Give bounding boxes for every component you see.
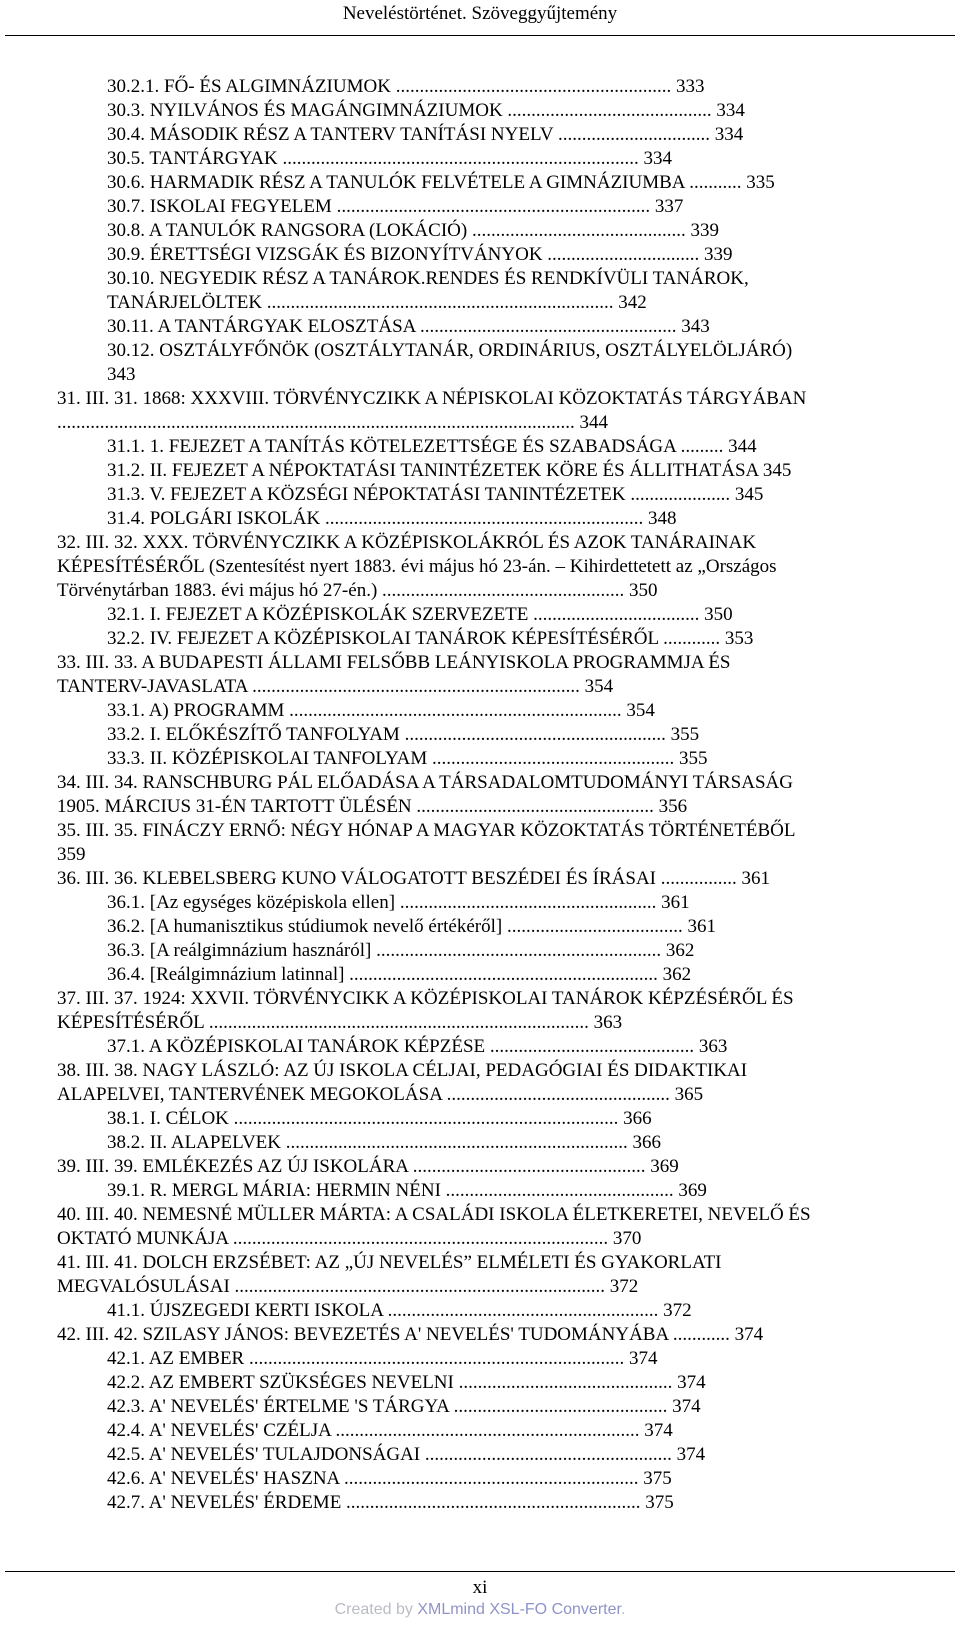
toc-entry[interactable]: MEGVALÓSULÁSAI .............................................................................. 372 bbox=[57, 1276, 639, 1297]
toc-entry[interactable]: 30.5. TANTÁRGYAK ........................................................................... 334 bbox=[107, 148, 672, 169]
toc-entry[interactable]: 42.7. A' NEVELÉS' ÉRDEME .............................................................. 375 bbox=[107, 1492, 674, 1513]
toc-entry[interactable]: 38.2. II. ALAPELVEK ........................................................................ 366 bbox=[107, 1132, 661, 1153]
toc-entry[interactable]: KÉPESÍTÉSÉRŐL (Szentesítést nyert 1883. évi május hó 23-án. – Kihirdettetett az „Országos bbox=[57, 556, 777, 577]
toc-entry[interactable]: 36.2. [A humanisztikus stúdiumok nevelő értékéről] ..................................... 361 bbox=[107, 916, 716, 937]
toc-entry[interactable]: 38. III. 38. NAGY LÁSZLÓ: AZ ÚJ ISKOLA CÉLJAI, PEDAGÓGIAI ÉS DIDAKTIKAI bbox=[57, 1060, 748, 1081]
toc-entry[interactable]: 42. III. 42. SZILASY JÁNOS: BEVEZETÉS A' NEVELÉS' TUDOMÁNYÁBA ............ 374 bbox=[57, 1324, 764, 1345]
toc-entry[interactable]: 30.2.1. FŐ- ÉS ALGIMNÁZIUMOK .......................................................... 333 bbox=[107, 76, 705, 97]
toc-entry[interactable]: KÉPESÍTÉSÉRŐL ................................................................................ 363 bbox=[57, 1012, 623, 1033]
toc-entry[interactable]: 42.3. A' NEVELÉS' ÉRTELME 'S TÁRGYA ............................................. 374 bbox=[107, 1396, 701, 1417]
footer-divider bbox=[5, 1571, 955, 1572]
toc-entry[interactable]: 42.1. AZ EMBER ............................................................................... 374 bbox=[107, 1348, 658, 1369]
toc-entry[interactable]: 42.2. AZ EMBERT SZÜKSÉGES NEVELNI ............................................. 374 bbox=[107, 1372, 706, 1393]
toc-entry[interactable]: 36.3. [A reálgimnázium hasznáról] ............................................................ 362 bbox=[107, 940, 695, 961]
toc-entry[interactable]: 31.1. 1. FEJEZET A TANÍTÁS KÖTELEZETTSÉGE ÉS SZABADSÁGA ......... 344 bbox=[107, 436, 757, 457]
toc-entry[interactable]: 41.1. ÚJSZEGEDI KERTI ISKOLA ......................................................... 372 bbox=[107, 1300, 692, 1321]
toc-entry[interactable]: TANÁRJELÖLTEK ......................................................................... 342 bbox=[107, 292, 647, 313]
header-divider bbox=[5, 35, 955, 36]
toc-entry[interactable]: 36.4. [Reálgimnázium latinnal] ................................................................. 362 bbox=[107, 964, 692, 985]
toc-entry[interactable]: 33. III. 33. A BUDAPESTI ÁLLAMI FELSŐBB LEÁNYISKOLA PROGRAMMJA ÉS bbox=[57, 652, 731, 673]
credit-suffix: . bbox=[620, 1601, 626, 1618]
toc-entry[interactable]: 33.2. I. ELŐKÉSZÍTŐ TANFOLYAM ....................................................... 355 bbox=[107, 724, 700, 745]
toc-entry[interactable]: 42.5. A' NEVELÉS' TULAJDONSÁGAI .................................................... 374 bbox=[107, 1444, 706, 1465]
toc-entry[interactable]: 30.9. ÉRETTSÉGI VIZSGÁK ÉS BIZONYÍTVÁNYOK ................................ 339 bbox=[107, 244, 733, 265]
toc-entry[interactable]: 36.1. [Az egységes középiskola ellen] ...................................................... 361 bbox=[107, 892, 690, 913]
toc-entry[interactable]: 33.3. II. KÖZÉPISKOLAI TANFOLYAM ................................................... 355 bbox=[107, 748, 708, 769]
page-number: xi bbox=[472, 1577, 488, 1598]
toc-entry[interactable]: 39. III. 39. EMLÉKEZÉS AZ ÚJ ISKOLÁRA ................................................. 369 bbox=[57, 1156, 679, 1177]
toc-entry[interactable]: 32. III. 32. XXX. TÖRVÉNYCZIKK A KÖZÉPISKOLÁKRÓL ÉS AZOK TANÁRAINAK bbox=[57, 532, 757, 553]
toc-entry[interactable]: TANTERV-JAVASLATA ..................................................................... 354 bbox=[57, 676, 614, 697]
credit-prefix: Created by bbox=[334, 1601, 418, 1618]
credit-link[interactable]: XMLmind XSL-FO Converter bbox=[417, 1601, 621, 1618]
toc-entry[interactable]: 40. III. 40. NEMESNÉ MÜLLER MÁRTA: A CSALÁDI ISKOLA ÉLETKERETEI, NEVELŐ ÉS bbox=[57, 1204, 811, 1225]
toc-entry[interactable]: 34. III. 34. RANSCHBURG PÁL ELŐADÁSA A TÁRSADALOMTUDOMÁNYI TÁRSASÁG bbox=[57, 772, 793, 793]
footer-credit bbox=[0, 1601, 960, 1619]
toc-entry[interactable]: 33.1. A) PROGRAMM ...................................................................... 354 bbox=[107, 700, 655, 721]
toc-entry[interactable]: 32.2. IV. FEJEZET A KÖZÉPISKOLAI TANÁROK KÉPESÍTÉSÉRŐL ............ 353 bbox=[107, 628, 754, 649]
toc-entry[interactable]: 30.10. NEGYEDIK RÉSZ A TANÁROK.RENDES ÉS RENDKÍVÜLI TANÁROK, bbox=[107, 268, 749, 289]
toc-entry[interactable]: 30.11. A TANTÁRGYAK ELOSZTÁSA ...................................................... 343 bbox=[107, 316, 710, 337]
page-header: Neveléstörténet. Szöveggyűjtemény bbox=[342, 3, 618, 24]
toc-entry[interactable]: 41. III. 41. DOLCH ERZSÉBET: AZ „ÚJ NEVELÉS” ELMÉLETI ÉS GYAKORLATI bbox=[57, 1252, 722, 1273]
toc-entry[interactable]: ALAPELVEI, TANTERVÉNEK MEGOKOLÁSA ............................................... 365 bbox=[57, 1084, 704, 1105]
toc-entry[interactable]: 30.8. A TANULÓK RANGSORA (LOKÁCIÓ) ............................................. 339 bbox=[107, 220, 719, 241]
toc-entry[interactable]: ............................................................................................................. 344 bbox=[57, 412, 608, 433]
toc-entry[interactable]: 343 bbox=[107, 364, 136, 385]
toc-entry[interactable]: 31.3. V. FEJEZET A KÖZSÉGI NÉPOKTATÁSI TANINTÉZETEK ..................... 345 bbox=[107, 484, 764, 505]
toc-entry[interactable]: OKTATÓ MUNKÁJA ............................................................................... 370 bbox=[57, 1228, 642, 1249]
toc-entry[interactable]: Törvénytárban 1883. évi május hó 27-én.) ................................................... 350 bbox=[57, 580, 658, 601]
toc-entry[interactable]: 31.2. II. FEJEZET A NÉPOKTATÁSI TANINTÉZETEK KÖRE ÉS ÁLLITHATÁSA 345 bbox=[107, 460, 792, 481]
table-of-contents bbox=[0, 75, 960, 1515]
toc-entry[interactable]: 1905. MÁRCIUS 31-ÉN TARTOTT ÜLÉSÉN .................................................. 356 bbox=[57, 796, 688, 817]
toc-entry[interactable]: 36. III. 36. KLEBELSBERG KUNO VÁLOGATOTT BESZÉDEI ÉS ÍRÁSAI ................ 361 bbox=[57, 868, 771, 889]
toc-entry[interactable]: 30.3. NYILVÁNOS ÉS MAGÁNGIMNÁZIUMOK ........................................... 334 bbox=[107, 100, 745, 121]
toc-entry[interactable]: 31. III. 31. 1868: XXXVIII. TÖRVÉNYCZIKK A NÉPISKOLAI KÖZOKTATÁS TÁRGYÁBAN bbox=[57, 388, 807, 409]
toc-entry[interactable]: 30.6. HARMADIK RÉSZ A TANULÓK FELVÉTELE A GIMNÁZIUMBA ........... 335 bbox=[107, 172, 775, 193]
toc-entry[interactable]: 30.4. MÁSODIK RÉSZ A TANTERV TANÍTÁSI NYELV ................................ 334 bbox=[107, 124, 744, 145]
toc-entry[interactable]: 32.1. I. FEJEZET A KÖZÉPISKOLÁK SZERVEZETE ................................... 350 bbox=[107, 604, 733, 625]
toc-entry[interactable]: 30.7. ISKOLAI FEGYELEM .................................................................. 337 bbox=[107, 196, 684, 217]
toc-entry[interactable]: 35. III. 35. FINÁCZY ERNŐ: NÉGY HÓNAP A MAGYAR KÖZOKTATÁS TÖRTÉNETÉBŐL bbox=[57, 820, 796, 841]
toc-entry[interactable]: 30.12. OSZTÁLYFŐNÖK (OSZTÁLYTANÁR, ORDINÁRIUS, OSZTÁLYELÖLJÁRÓ) bbox=[107, 340, 793, 361]
toc-entry[interactable]: 42.4. A' NEVELÉS' CZÉLJA ................................................................ 374 bbox=[107, 1420, 673, 1441]
toc-entry[interactable]: 31.4. POLGÁRI ISKOLÁK ................................................................... 348 bbox=[107, 508, 677, 529]
toc-entry[interactable]: 37.1. A KÖZÉPISKOLAI TANÁROK KÉPZÉSE ........................................... 363 bbox=[107, 1036, 728, 1057]
toc-entry[interactable]: 37. III. 37. 1924: XXVII. TÖRVÉNYCIKK A KÖZÉPISKOLAI TANÁROK KÉPZÉSÉRŐL ÉS bbox=[57, 988, 794, 1009]
toc-entry[interactable]: 42.6. A' NEVELÉS' HASZNA .............................................................. 375 bbox=[107, 1468, 672, 1489]
toc-entry[interactable]: 359 bbox=[57, 844, 86, 865]
toc-entry[interactable]: 39.1. R. MERGL MÁRIA: HERMIN NÉNI ................................................ 369 bbox=[107, 1180, 707, 1201]
toc-entry[interactable]: 38.1. I. CÉLOK ................................................................................. 366 bbox=[107, 1108, 652, 1129]
